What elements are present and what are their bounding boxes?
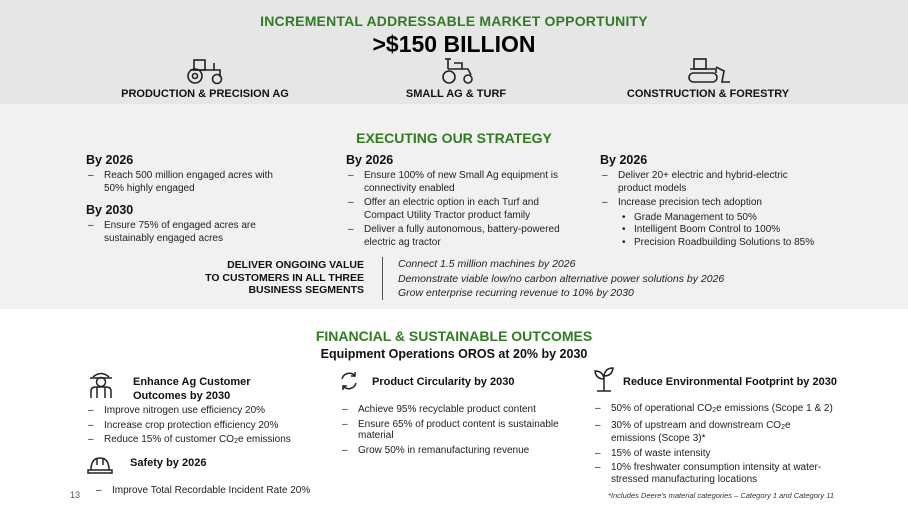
market-value: >$150 BILLION [372, 31, 536, 57]
col3-item: – Increase precision tech adoption [600, 197, 840, 210]
list-item: – Improve Total Recordable Incident Rate 20% [94, 485, 354, 497]
heading-line: Enhance Ag Customer [133, 376, 251, 388]
text-part: e emissions [237, 434, 291, 445]
bulldozer-icon [686, 57, 732, 85]
text-part: 50% of operational CO [611, 403, 713, 414]
subscript: 2 [781, 423, 785, 431]
strategy-title: EXECUTING OUR STRATEGY [356, 130, 552, 146]
recycle-icon [338, 370, 360, 392]
subscript: 2 [234, 438, 238, 445]
text-part: e emissions (Scope 3)* [611, 419, 791, 444]
list-item [86, 434, 326, 448]
circularity-list [340, 404, 560, 459]
environment-heading: Reduce Environmental Footprint by 2030 [623, 376, 837, 388]
hard-hat-icon [87, 453, 113, 477]
strategy-col-ag [86, 153, 276, 247]
deliver-line: TO CUSTOMERS IN ALL THREE [205, 271, 364, 284]
segment-production-ag: PRODUCTION & PRECISION AG [121, 88, 289, 100]
target-item: Grow enterprise recurring revenue to 10% by 2030 [398, 287, 634, 299]
segment-small-ag-turf: SMALL AG & TURF [405, 88, 507, 100]
footnote: *Includes Deere's material categories – Category 1 and Category 11 [608, 491, 834, 500]
col1-item: – Reach 500 million engaged acres with 50% highly engaged [86, 170, 276, 195]
col3-item: – Deliver 20+ electric and hybrid-electric product models [600, 170, 790, 195]
list-item: – Grow 50% in remanufacturing revenue [340, 445, 560, 457]
list-item: – 10% freshwater consumption intensity at water-stressed manufacturing locations [593, 462, 838, 485]
farmer-icon [86, 369, 116, 399]
heading-line: Outcomes by 2030 [133, 389, 231, 402]
list-item: – Improve nitrogen use efficiency 20% [86, 405, 326, 417]
list-item: – Ensure 65% of product content is sustainable material [340, 419, 560, 442]
col3-year-2026: By 2026 [600, 153, 648, 167]
list-item: – Achieve 95% recyclable product content [340, 404, 560, 416]
text-part: e emissions (Scope 1 & 2) [716, 403, 833, 414]
col2-year-2026: By 2026 [346, 153, 394, 167]
col3-subitem: • Grade Management to 50% [600, 212, 840, 225]
text-part: Reduce 15% of customer CO [104, 434, 235, 445]
divider [382, 257, 383, 300]
list-item [593, 420, 793, 445]
market-title: INCREMENTAL ADDRESSABLE MARKET OPPORTUNITY [260, 13, 648, 29]
strategy-col-construction [600, 153, 840, 249]
col1-year-2026: By 2026 [86, 153, 134, 167]
page-number: 13 [70, 490, 81, 500]
circularity-heading: Product Circularity by 2030 [372, 376, 515, 388]
customer-outcomes-list [86, 405, 326, 451]
outcomes-subtitle: Equipment Operations OROS at 20% by 2030 [320, 347, 588, 361]
col1-item: – Ensure 75% of engaged acres are sustainably engaged acres [86, 220, 276, 245]
target-item: Connect 1.5 million machines by 2026 [398, 258, 576, 270]
col2-item: – Deliver a fully autonomous, battery-powered electric ag tractor [346, 224, 578, 249]
safety-heading: Safety by 2026 [130, 457, 207, 469]
list-item [593, 403, 838, 417]
tractor-icon [184, 57, 226, 85]
segment-construction-forestry: CONSTRUCTION & FORESTRY [626, 88, 790, 100]
col2-item: – Offer an electric option in each Turf and Compact Utility Tractor product family [346, 197, 578, 222]
subscript: 2 [712, 407, 717, 414]
list-item: – 15% of waste intensity [593, 448, 838, 460]
strategy-col-small-ag [346, 153, 578, 251]
deliver-value-statement [180, 259, 364, 297]
lawn-tractor-icon [440, 57, 474, 85]
customer-outcomes-heading [133, 376, 251, 403]
col3-subitem: • Intelligent Boom Control to 100% [600, 224, 840, 237]
outcomes-title: FINANCIAL & SUSTAINABLE OUTCOMES [315, 328, 593, 344]
plant-icon [593, 366, 615, 392]
safety-list [94, 485, 354, 500]
deliver-line: DELIVER ONGOING VALUE [227, 259, 364, 271]
target-item: Demonstrate viable low/no carbon alternative power solutions by 2026 [398, 272, 725, 285]
deliver-line: BUSINESS SEGMENTS [248, 284, 364, 296]
list-item: – Increase crop protection efficiency 20% [86, 420, 326, 432]
col3-subitem: • Precision Roadbuilding Solutions to 85% [600, 237, 840, 250]
environment-list [593, 403, 838, 488]
col1-year-2030: By 2030 [86, 203, 134, 217]
col2-item: – Ensure 100% of new Small Ag equipment is connectivity enabled [346, 170, 578, 195]
enterprise-targets [398, 257, 724, 301]
text-part: 30% of upstream and downstream CO [611, 419, 782, 431]
